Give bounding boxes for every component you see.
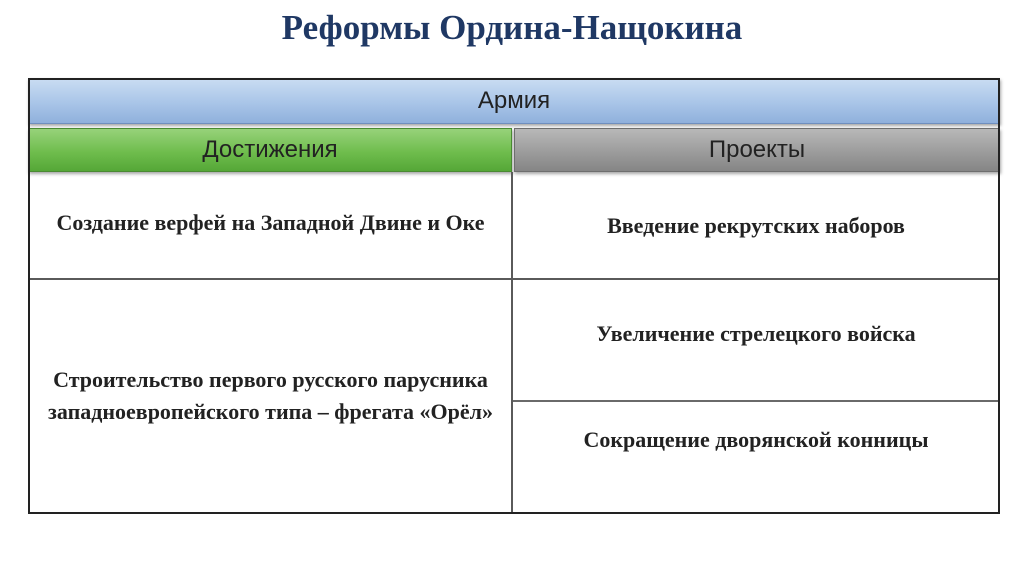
projects-header-label: Проекты <box>708 136 806 163</box>
army-header-label: Армия <box>477 87 551 114</box>
project-cell <box>514 402 998 512</box>
army-header <box>28 78 1000 124</box>
project-text: Сокращение дворянской конницы <box>583 427 929 452</box>
achievement-cell <box>30 174 511 278</box>
project-text: Введение рекрутских наборов <box>607 213 905 238</box>
column-divider <box>511 172 513 514</box>
slide-title: Реформы Ордина-Нащокина <box>281 8 743 47</box>
achievements-header-label: Достижения <box>202 136 338 163</box>
achievement-cell <box>30 280 511 512</box>
achievements-column-header <box>28 128 512 172</box>
project-cell <box>514 174 998 278</box>
project-cell <box>514 280 998 400</box>
achievement-text: Создание верфей на Западной Двине и Оке <box>56 210 485 235</box>
projects-column-header <box>514 128 1000 172</box>
project-text: Увеличение стрелецкого войска <box>596 321 916 346</box>
achievement-text: Строительство первого русского парусника западноевропейского типа – фрегата «Орёл» <box>48 367 493 424</box>
